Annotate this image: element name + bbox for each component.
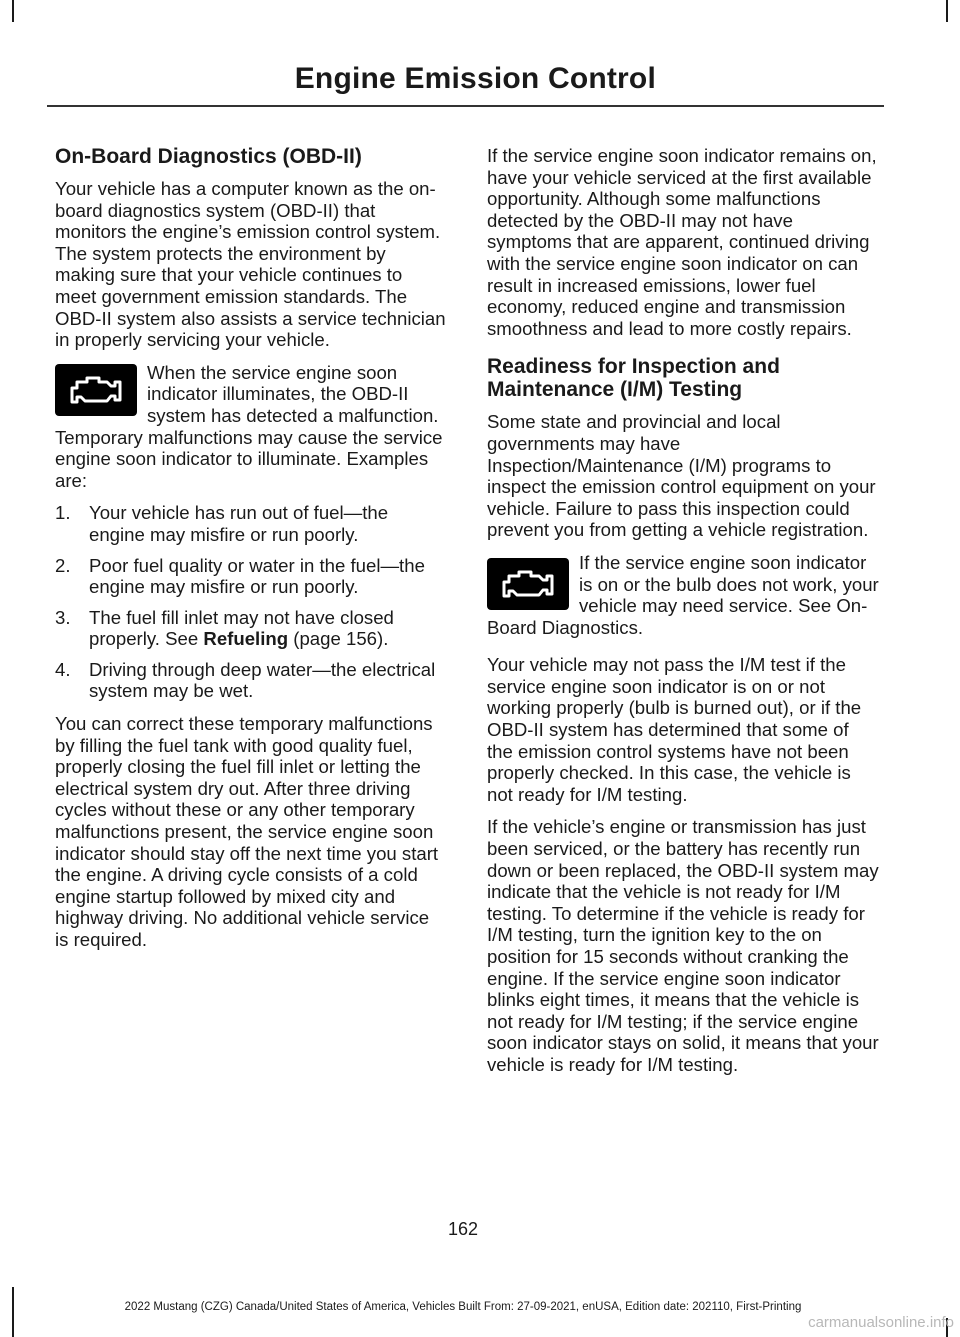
obd-intro-paragraph: Your vehicle has a computer known as the on-board diagnostics system (OBD-II) that monitors the engine’s emission control system. The system protects the environment by making sure that your vehicle continues to meet government emission standards. The OBD-II system also assists a service technician in properly servicing your vehicle. [55,178,446,351]
section-heading-readiness: Readiness for Inspection and Maintenance (I/M) Testing [487,355,780,402]
left-column [55,145,447,962]
crop-mark-top-left [12,0,14,22]
temporary-malfunctions-list [55,502,447,702]
may-not-pass-paragraph: Your vehicle may not pass the I/M test if the service engine soon indicator is on or not working properly (bulb is burned out), or if the OBD-II system has determined that some of the emission control systems have not been properly checked. In this case, the vehicle is not ready for I/M testing. [487,654,862,805]
list-item: 4. Driving through deep water—the electrical system may be wet. [55,658,436,702]
engine-icon [487,558,569,610]
page-title: Engine Emission Control [294,62,656,95]
indicator-on-service-paragraph: If the service engine soon indicator is on or the bulb does not work, your vehicle may need service. See On-Board Diagnostics. [487,551,879,638]
section-heading-obd: On-Board Diagnostics (OBD-II) [55,145,362,168]
engine-icon [55,364,137,416]
im-programs-paragraph: Some state and provincial and local governments may have Inspection/Maintenance (I/M) programs to inspect the emission control equipment on your vehicle. Failure to pass this inspection could prevent you from getting a vehicle registration. [487,411,876,541]
right-column [487,145,879,1087]
refueling-link[interactable]: Refueling [203,628,289,650]
page-number: 162 [447,1219,479,1239]
watermark: carmanualsonline.info [808,1314,954,1331]
indicator-illuminates-paragraph: When the service engine soon indicator illuminates, the OBD-II system has detected a malfunction. Temporary malfunctions may cause the service engine soon indicator to illuminate. Examples are: [55,361,443,491]
footer-edition-info: 2022 Mustang (CZG) Canada/United States of America, Vehicles Built From: 27-09-2021, enUSA, Edition date: 202110, First-Printing [124,1301,802,1313]
list-item: 2. Poor fuel quality or water in the fuel—the engine may misfire or run poorly. [55,554,425,598]
indicator-remains-on-paragraph: If the service engine soon indicator remains on, have your vehicle serviced at the first available opportunity. Although some malfunctions detected by the OBD-II may not have symptoms that are apparent, continued driving with the service engine soon indicator on can result in increased emissions, lower fuel economy, reduced engine and transmission smoothness and lead to more costly repairs. [487,145,877,339]
correction-paragraph: You can correct these temporary malfunctions by filling the fuel tank with good quality fuel, properly closing the fuel fill inlet or letting the electrical system dry out. After three driving cycles without these or any other temporary malfunctions present, the service engine soon indicator should stay off the next time you start the engine. A driving cycle consists of a cold engine startup followed by mixed city and highway driving. No additional vehicle service is required. [55,713,439,950]
list-item: 1. Your vehicle has run out of fuel—the engine may misfire or run poorly. [55,502,389,545]
header-divider [47,105,884,107]
recently-serviced-paragraph: If the vehicle’s engine or transmission has just been serviced, or the battery has recently run down or been replaced, the OBD-II system may indicate that the vehicle is not ready for I/M testing. To determine if the vehicle is ready for I/M testing, turn the ignition key to the on position for 15 seconds without cranking the engine. If the service engine soon indicator blinks eight times, it means that the vehicle is not ready for I/M testing; if the service engine soon indicator stays on solid, it means that your vehicle is ready for I/M testing. [487,816,879,1075]
crop-mark-top-right [946,0,948,22]
list-item: 3. The fuel fill inlet may not have closed properly. See Refueling (page 156). [55,606,394,650]
